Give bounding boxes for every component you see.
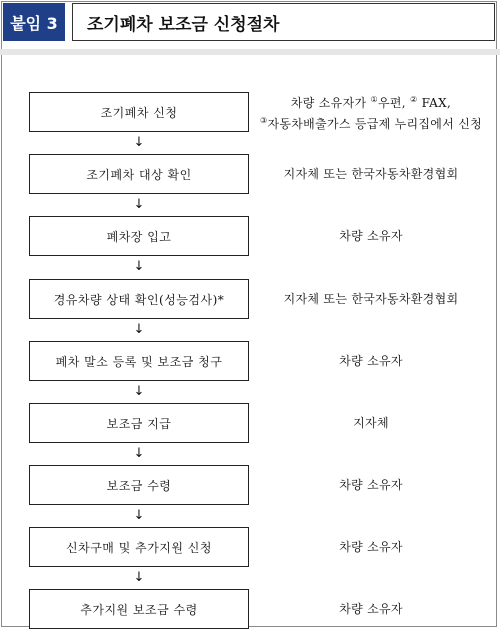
step-box-4: 경유차량 상태 확인(성능검사)* <box>29 279 249 319</box>
step-actor-8: 차량 소유자 <box>339 539 403 554</box>
down-arrow-icon: ↓ <box>133 446 145 461</box>
step-actor-9: 차량 소유자 <box>339 601 403 616</box>
page-title: 조기폐차 보조금 신청절차 <box>72 3 495 41</box>
circled-number-1: ① <box>370 95 378 104</box>
step-box-2: 조기폐차 대상 확인 <box>29 154 249 194</box>
step-actor-5: 차량 소유자 <box>339 353 403 368</box>
down-arrow-icon: ↓ <box>133 259 145 274</box>
step-box-3: 폐차장 입고 <box>29 216 249 256</box>
actor-text: 우편, <box>377 96 410 110</box>
down-arrow-icon: ↓ <box>133 384 145 399</box>
actor-text: FAX, <box>417 96 452 110</box>
step-actor-7: 차량 소유자 <box>339 477 403 492</box>
actor-text: 차량 소유자가 <box>290 96 371 110</box>
title-divider <box>0 49 500 55</box>
step-box-5: 폐차 말소 등록 및 보조금 청구 <box>29 341 249 381</box>
step-box-9: 추가지원 보조금 수령 <box>29 589 249 629</box>
step-box-6: 보조금 지급 <box>29 403 249 443</box>
down-arrow-icon: ↓ <box>133 197 145 212</box>
step-box-7: 보조금 수령 <box>29 465 249 505</box>
down-arrow-icon: ↓ <box>133 508 145 523</box>
step-actor-4: 지자체 또는 한국자동차환경협회 <box>283 291 459 306</box>
circled-number-2: ② <box>409 95 418 104</box>
down-arrow-icon: ↓ <box>133 322 145 337</box>
actor-text: 자동차배출가스 등급제 누리집에서 신청 <box>267 117 482 131</box>
step-box-8: 신차구매 및 추가지원 신청 <box>29 527 249 567</box>
attachment-badge: 붙임 3 <box>3 3 65 41</box>
step-box-1: 조기폐차 신청 <box>29 92 249 132</box>
step-actor-6: 지자체 <box>353 415 389 430</box>
down-arrow-icon: ↓ <box>133 570 145 585</box>
down-arrow-icon: ↓ <box>133 135 145 150</box>
step-actor-2: 지자체 또는 한국자동차환경협회 <box>283 166 459 181</box>
step-actor-3: 차량 소유자 <box>339 228 403 243</box>
step-actor-1 <box>258 92 484 132</box>
circled-number-3: ③ <box>260 116 268 125</box>
